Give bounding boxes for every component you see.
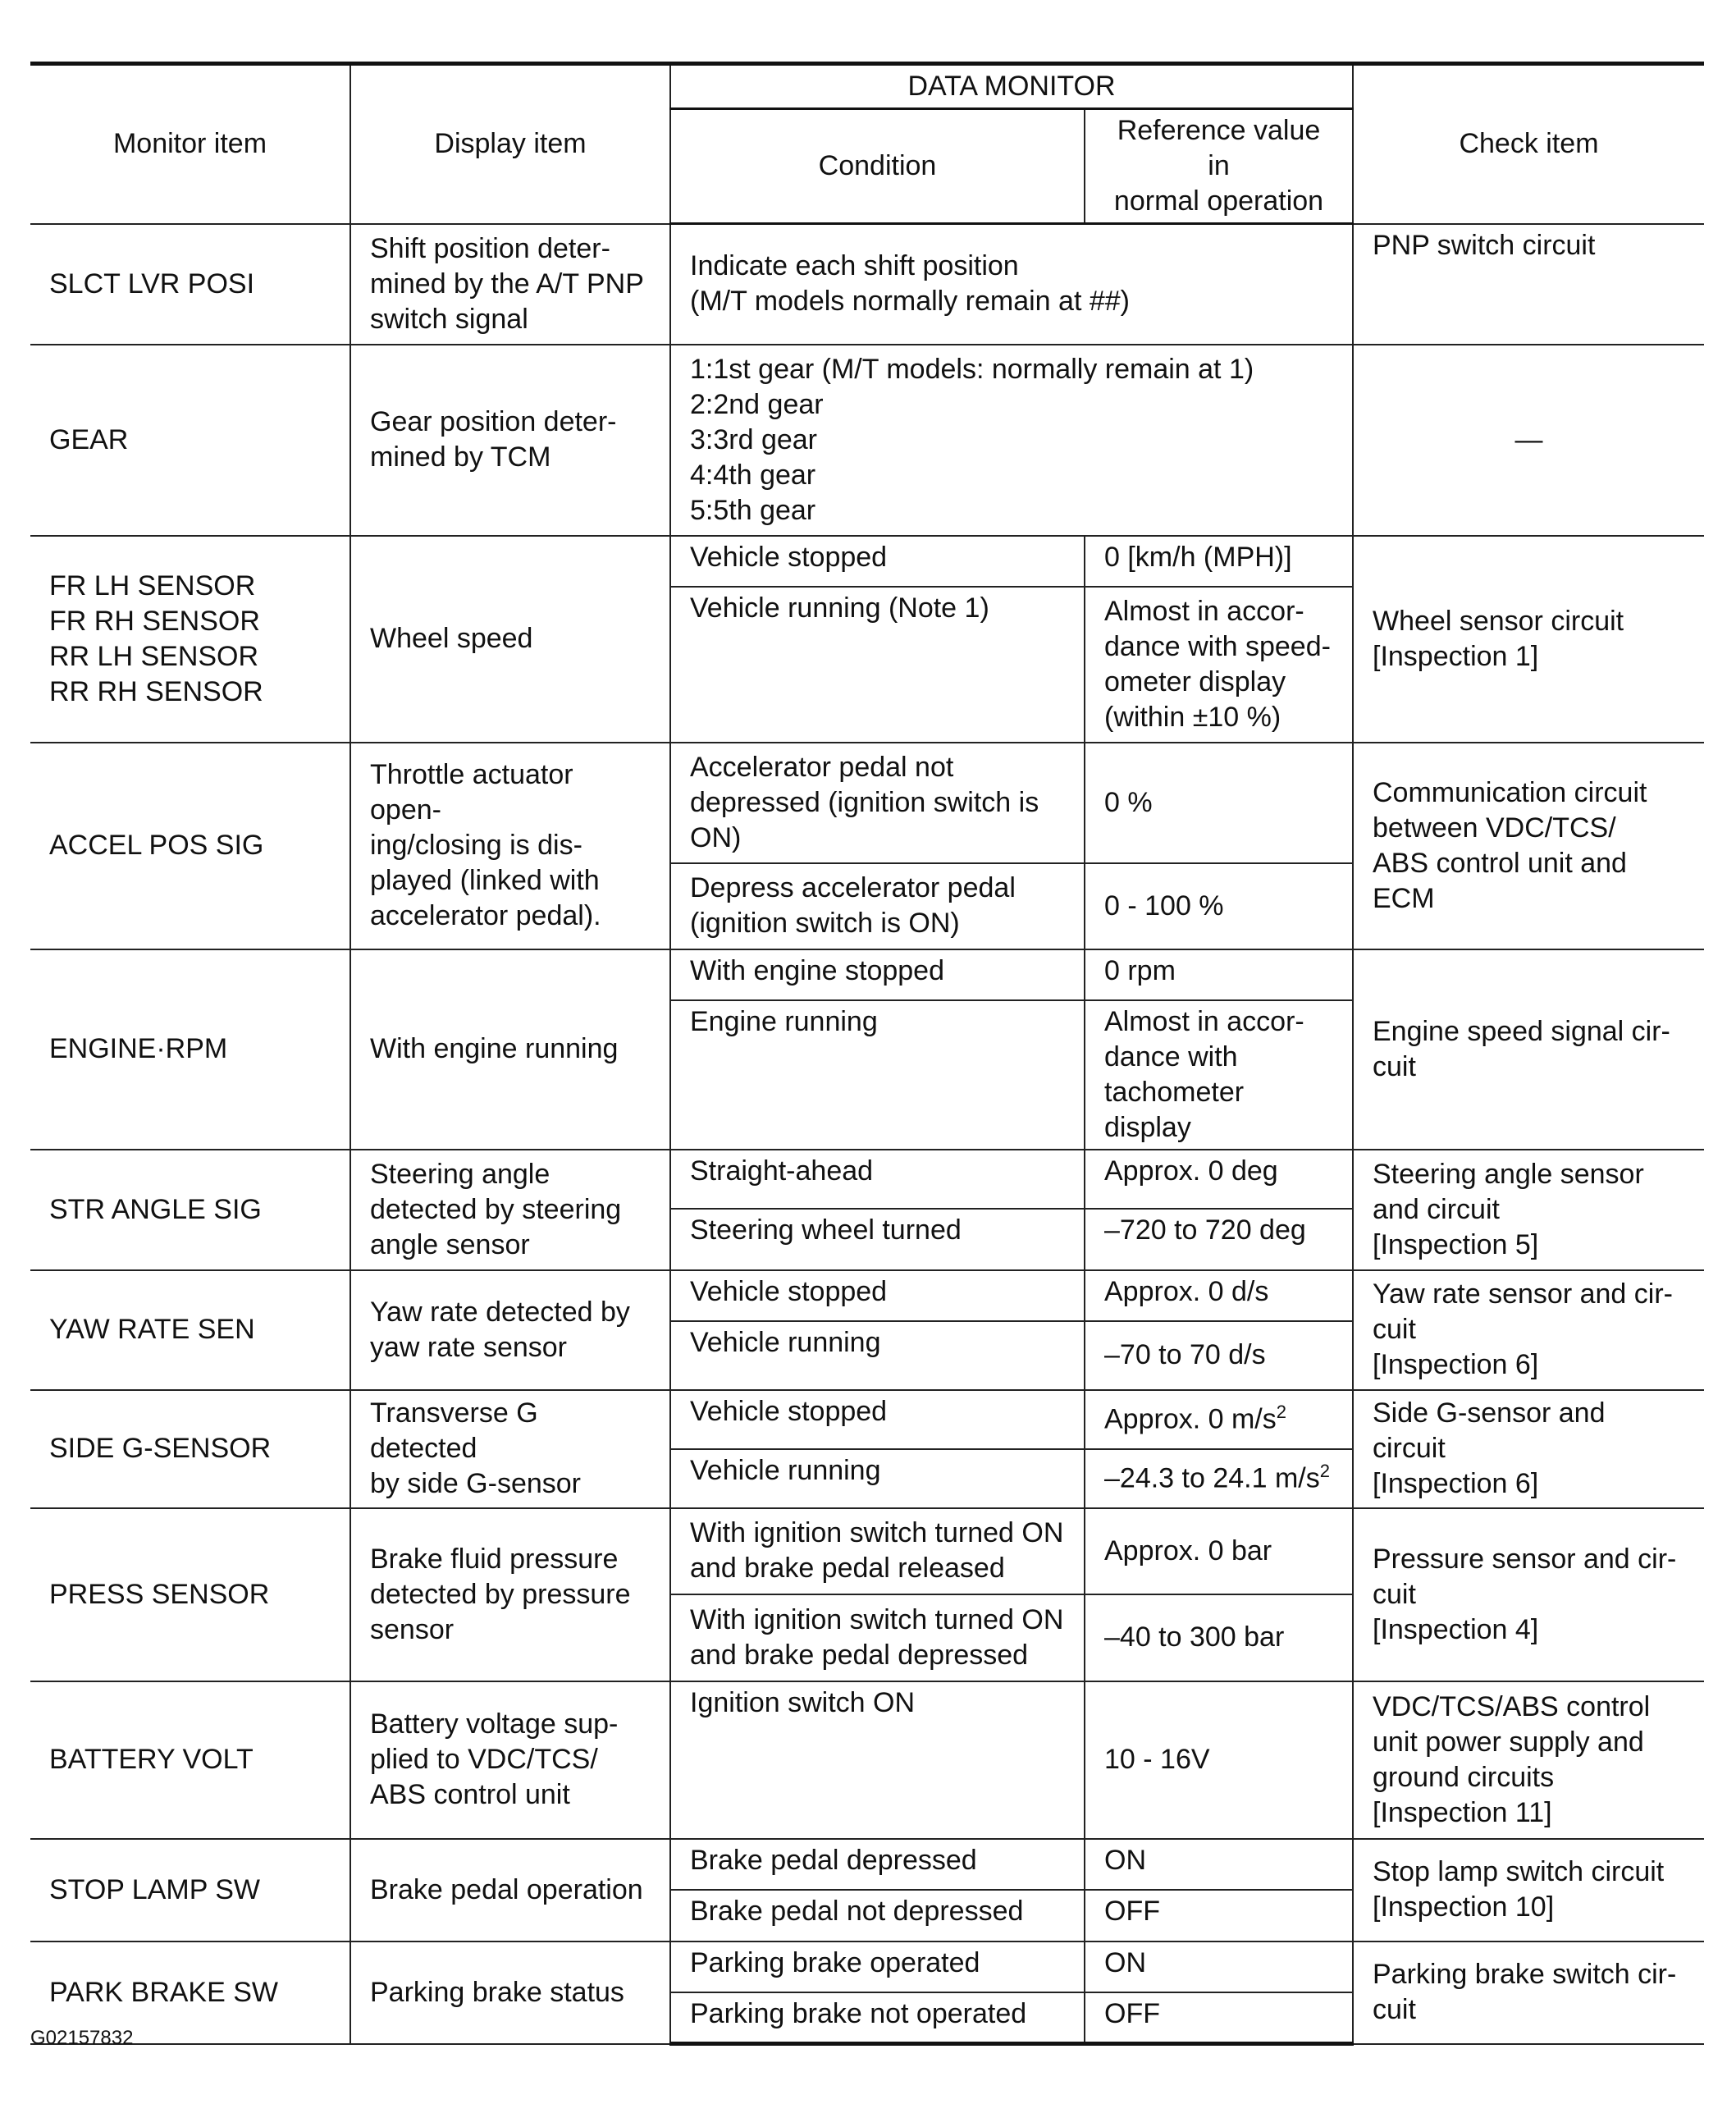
monitor-item-cell: SLCT LVR POSI xyxy=(30,224,350,345)
data-monitor-table xyxy=(30,62,1704,2046)
reference-value-cell xyxy=(1085,949,1353,1000)
reference-value-cell xyxy=(1085,1150,1353,1209)
table-row xyxy=(30,1839,1704,1890)
display-item-cell: Battery voltage sup- plied to VDC/TCS/ ABS control unit xyxy=(350,1681,670,1839)
table-row xyxy=(30,1150,1704,1209)
table-row xyxy=(30,743,1704,863)
display-item-cell: Transverse G detected by side G-sensor xyxy=(350,1390,670,1508)
reference-value-text: ON xyxy=(1104,1844,1146,1876)
condition-cell: Ignition switch ON xyxy=(670,1681,1085,1839)
condition-cell: Parking brake not operated xyxy=(670,1992,1085,2044)
check-item-cell: Communication circuit between VDC/TCS/ ABS control unit and ECM xyxy=(1353,743,1704,949)
reference-value-cell xyxy=(1085,1390,1353,1449)
condition-cell: Steering wheel turned xyxy=(670,1209,1085,1270)
reference-value-text: 0 - 100 % xyxy=(1104,890,1224,922)
condition-cell: Vehicle running xyxy=(670,1449,1085,1508)
monitor-item-cell: STOP LAMP SW xyxy=(30,1839,350,1941)
table-body xyxy=(30,224,1704,2044)
reference-value-text: 0 rpm xyxy=(1104,954,1176,986)
monitor-item-cell: SIDE G-SENSOR xyxy=(30,1390,350,1508)
table-row xyxy=(30,224,1704,345)
display-item-cell: Yaw rate detected by yaw rate sensor xyxy=(350,1270,670,1390)
check-item-cell: Pressure sensor and cir- cuit [Inspection 4] xyxy=(1353,1508,1704,1681)
monitor-item-cell: PRESS SENSOR xyxy=(30,1508,350,1681)
condition-cell: Brake pedal not depressed xyxy=(670,1890,1085,1941)
header-data-monitor: DATA MONITOR xyxy=(670,64,1353,109)
table-row xyxy=(30,1270,1704,1321)
table-row xyxy=(30,949,1704,1000)
display-item-cell: Gear position deter- mined by TCM xyxy=(350,345,670,536)
reference-value-cell xyxy=(1085,1992,1353,2044)
reference-value-cell xyxy=(1085,1594,1353,1681)
condition-cell: Depress accelerator pedal (ignition switch is ON) xyxy=(670,863,1085,949)
check-item-cell: Wheel sensor circuit [Inspection 1] xyxy=(1353,536,1704,743)
condition-cell: Brake pedal depressed xyxy=(670,1839,1085,1890)
reference-value-cell xyxy=(1085,1270,1353,1321)
reference-value-text: 0 % xyxy=(1104,786,1153,818)
condition-cell: Parking brake operated xyxy=(670,1941,1085,1992)
condition-cell: Vehicle stopped xyxy=(670,536,1085,587)
condition-cell: Engine running xyxy=(670,1000,1085,1150)
reference-value-text: Approx. 0 d/s xyxy=(1104,1275,1269,1307)
display-item-cell: Shift position deter- mined by the A/T PNP switch signal xyxy=(350,224,670,345)
monitor-item-cell: PARK BRAKE SW xyxy=(30,1941,350,2044)
reference-value-text: OFF xyxy=(1104,1895,1160,1927)
monitor-item-cell: ACCEL POS SIG xyxy=(30,743,350,949)
table-row xyxy=(30,1390,1704,1449)
reference-value-cell xyxy=(1085,1000,1353,1150)
reference-value-text: OFF xyxy=(1104,1997,1160,2029)
header-condition: Condition xyxy=(670,109,1085,224)
unit-exponent: 2 xyxy=(1276,1401,1286,1422)
check-item-cell: Side G-sensor and circuit [Inspection 6] xyxy=(1353,1390,1704,1508)
reference-value-cell xyxy=(1085,1839,1353,1890)
check-item-cell: VDC/TCS/ABS control unit power supply and ground circuits [Inspection 11] xyxy=(1353,1681,1704,1839)
condition-cell: Vehicle stopped xyxy=(670,1390,1085,1449)
table-row xyxy=(30,345,1704,536)
condition-cell: Accelerator pedal not depressed (ignition switch is ON) xyxy=(670,743,1085,863)
reference-value-text: 10 - 16V xyxy=(1104,1744,1210,1775)
monitor-item-cell: ENGINE·RPM xyxy=(30,949,350,1150)
reference-value-text: Approx. 0 m/s xyxy=(1104,1402,1277,1434)
display-item-cell: Parking brake status xyxy=(350,1941,670,2044)
display-item-cell: Brake pedal operation xyxy=(350,1839,670,1941)
reference-value-cell xyxy=(1085,1890,1353,1941)
check-item-cell: Engine speed signal cir- cuit xyxy=(1353,949,1704,1150)
reference-value-cell xyxy=(1085,587,1353,743)
reference-value-text: –720 to 720 deg xyxy=(1104,1214,1306,1246)
check-item-cell: — xyxy=(1353,345,1704,536)
reference-value-text: Approx. 0 bar xyxy=(1104,1534,1272,1566)
table-row xyxy=(30,536,1704,587)
condition-cell: Straight-ahead xyxy=(670,1150,1085,1209)
reference-value-cell xyxy=(1085,536,1353,587)
table-row xyxy=(30,1941,1704,1992)
table-row xyxy=(30,1681,1704,1839)
header-display-item: Display item xyxy=(350,64,670,224)
reference-value-text: 0 [km/h (MPH)] xyxy=(1104,541,1292,573)
figure-id: G02157832 xyxy=(30,2027,134,2049)
monitor-item-cell: YAW RATE SEN xyxy=(30,1270,350,1390)
reference-value-text: –70 to 70 d/s xyxy=(1104,1339,1266,1370)
monitor-item-cell: STR ANGLE SIG xyxy=(30,1150,350,1270)
monitor-item-cell: BATTERY VOLT xyxy=(30,1681,350,1839)
reference-value-cell xyxy=(1085,863,1353,949)
check-item-cell: Steering angle sensor and circuit [Inspection 5] xyxy=(1353,1150,1704,1270)
check-item-cell: PNP switch circuit xyxy=(1353,224,1704,345)
check-item-cell: Stop lamp switch circuit [Inspection 10] xyxy=(1353,1839,1704,1941)
display-item-cell: Throttle actuator open- ing/closing is dis- played (linked with accelerator pedal). xyxy=(350,743,670,949)
reference-value-text: Almost in accor- dance with speed- ometer display (within ±10 %) xyxy=(1104,595,1331,733)
check-item-cell: Yaw rate sensor and cir- cuit [Inspection 6] xyxy=(1353,1270,1704,1390)
condition-cell: Indicate each shift position (M/T models normally remain at ##) xyxy=(670,224,1353,345)
header-check-item: Check item xyxy=(1353,64,1704,224)
monitor-item-cell: GEAR xyxy=(30,345,350,536)
condition-cell: With ignition switch turned ON and brake pedal depressed xyxy=(670,1594,1085,1681)
condition-cell: Vehicle stopped xyxy=(670,1270,1085,1321)
reference-value-cell xyxy=(1085,1449,1353,1508)
condition-cell: 1:1st gear (M/T models: normally remain at 1) 2:2nd gear 3:3rd gear 4:4th gear 5:5th gear xyxy=(670,345,1353,536)
condition-cell: Vehicle running xyxy=(670,1321,1085,1390)
reference-value-text: –40 to 300 bar xyxy=(1104,1621,1285,1653)
unit-exponent: 2 xyxy=(1319,1460,1330,1481)
reference-value-text: –24.3 to 24.1 m/s xyxy=(1104,1461,1320,1493)
condition-cell: With ignition switch turned ON and brake pedal released xyxy=(670,1508,1085,1594)
check-item-cell: Parking brake switch cir- cuit xyxy=(1353,1941,1704,2044)
condition-cell: With engine stopped xyxy=(670,949,1085,1000)
display-item-cell: Steering angle detected by steering angle sensor xyxy=(350,1150,670,1270)
reference-value-cell xyxy=(1085,1681,1353,1839)
display-item-cell: Wheel speed xyxy=(350,536,670,743)
table-row xyxy=(30,1508,1704,1594)
header-monitor-item: Monitor item xyxy=(30,64,350,224)
reference-value-cell xyxy=(1085,1321,1353,1390)
reference-value-cell xyxy=(1085,1941,1353,1992)
header-row xyxy=(30,64,1704,109)
reference-value-cell xyxy=(1085,1209,1353,1270)
display-item-cell: With engine running xyxy=(350,949,670,1150)
condition-cell: Vehicle running (Note 1) xyxy=(670,587,1085,743)
reference-value-text: ON xyxy=(1104,1946,1146,1978)
reference-value-cell xyxy=(1085,1508,1353,1594)
header-reference-value: Reference value in normal operation xyxy=(1085,109,1353,224)
monitor-item-cell: FR LH SENSOR FR RH SENSOR RR LH SENSOR RR RH SENSOR xyxy=(30,536,350,743)
reference-value-text: Almost in accor- dance with tachometer display xyxy=(1104,1005,1304,1143)
display-item-cell: Brake fluid pressure detected by pressure sensor xyxy=(350,1508,670,1681)
reference-value-text: Approx. 0 deg xyxy=(1104,1155,1278,1187)
reference-value-cell xyxy=(1085,743,1353,863)
